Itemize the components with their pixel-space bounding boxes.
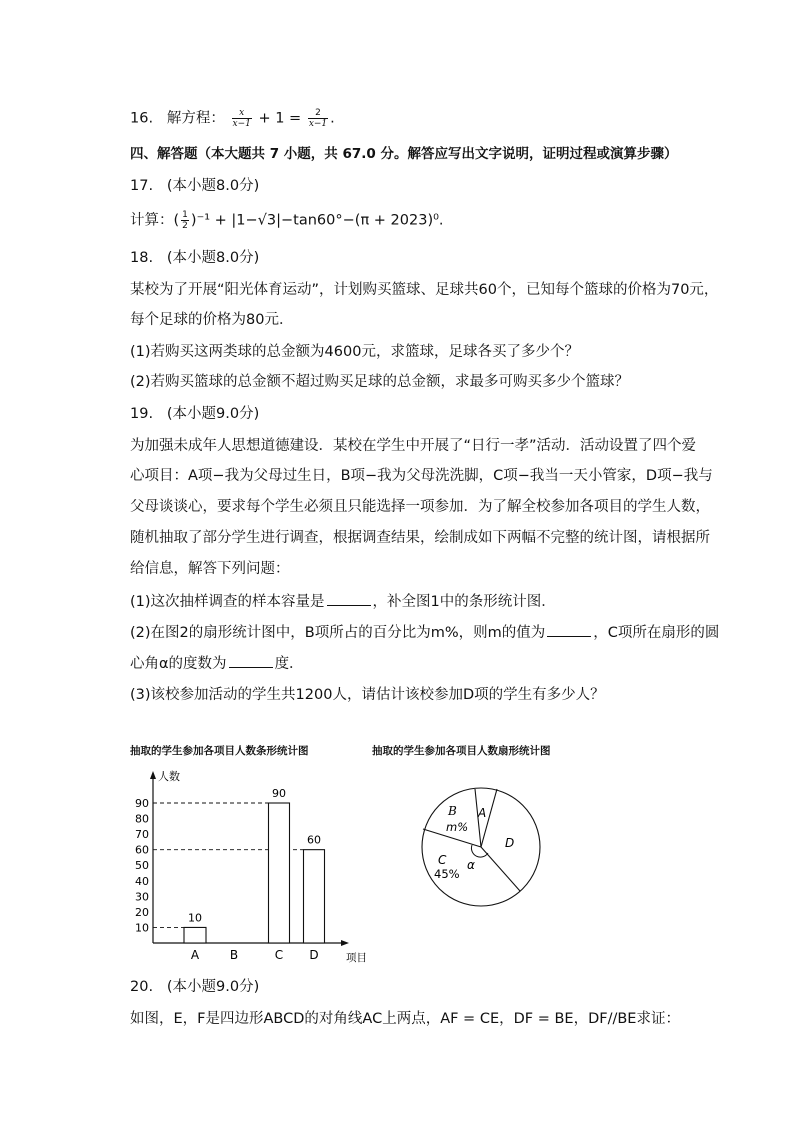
pie-label-a: A — [478, 806, 487, 820]
q18-score: (本小题8.0分) — [166, 250, 260, 266]
q19-p1-text-a: (1)这次抽样调查的样本容量是 — [130, 594, 325, 610]
bar-chart-title: 抽取的学生参加各项目人数条形统计图 — [130, 745, 309, 757]
pie-chart — [402, 765, 562, 925]
q16-label: 解方程： — [166, 110, 225, 127]
pie-label-b: B — [448, 804, 457, 818]
q20-text: 如图，E，F是四边形ABCD的对角线AC上两点，AF = CE，DF = BE，DF//BE求证： — [130, 1011, 680, 1027]
q19-part-2 — [130, 622, 719, 643]
bar-y-axis-arrow — [150, 771, 156, 779]
q16-plus: + 1 = — [258, 110, 302, 127]
bar-x-axis-arrow — [341, 940, 349, 946]
q16-fraction-2 — [308, 108, 328, 129]
q18-line-1: 某校为了开展“阳光体育运动”，计划购买篮球、足球共60个，已知每个篮球的价格为70元， — [130, 282, 719, 298]
bar-category-b: B — [229, 948, 239, 962]
q16-line — [130, 108, 335, 129]
bar-category-c: C — [274, 948, 284, 962]
q19-part-3: (3)该校参加活动的学生共1200人，请估计该校参加D项的学生有多少人？ — [130, 687, 605, 703]
bar-y-tick-label: 50 — [135, 859, 149, 873]
q19-line-4: 随机抽取了部分学生进行调查，根据调查结果，绘制成如下两幅不完整的统计图，请根据所 — [130, 530, 710, 546]
q16-frac2-numerator: 2 — [308, 108, 328, 119]
bar-data-label-d: 60 — [307, 833, 321, 847]
pie-text-c: 45% — [434, 867, 460, 881]
q17-rest: ⁻¹ + |1−√3|−tan60°−(π + 2023)⁰. — [196, 212, 444, 229]
bar-y-tick-label: 40 — [135, 874, 149, 888]
q20-header — [130, 977, 259, 997]
bar-a — [184, 927, 206, 943]
q19-number: 19. — [130, 406, 154, 422]
q17-header — [130, 176, 259, 196]
q16-end: . — [330, 110, 335, 127]
q18-line-2: 每个足球的价格为80元． — [130, 312, 294, 328]
q17-frac-denominator: 2 — [182, 221, 188, 231]
bar-y-ticks — [135, 797, 149, 934]
q18-part-2: (2)若购买篮球的总金额不超过购买足球的总金额，求最多可购买多少个篮球？ — [130, 374, 630, 390]
bar-y-tick-label: 30 — [135, 890, 149, 904]
q19-part-2-cont — [130, 653, 304, 674]
pie-label-c: C — [438, 853, 447, 867]
bar-categories — [191, 948, 319, 962]
bar-data-labels — [188, 787, 321, 924]
bar-x-label: 项目 — [346, 952, 367, 964]
pie-text-b: m% — [446, 820, 469, 834]
q19-score: (本小题9.0分) — [166, 406, 260, 422]
q19-p2-text-a: (2)在图2的扇形统计图中，B项所占的百分比为m%，则m的值为 — [130, 625, 546, 641]
q19-line-2: 心项目：A项−我为父母过生日，B项−我为父母洗洗脚，C项−我当一天小管家，D项−我与 — [130, 468, 713, 484]
bar-chart — [118, 768, 378, 968]
bar-y-tick-label: 70 — [135, 828, 149, 842]
bar-y-tick-label: 10 — [135, 921, 149, 935]
bar-y-label: 人数 — [158, 770, 180, 783]
section-4-heading: 四、解答题（本大题共 7 小题，共 67.0 分。解答应写出文字说明，证明过程或演算步骤） — [130, 146, 678, 162]
q19-p2-text-d: 度． — [274, 656, 304, 672]
q19-line-3: 父母谈谈心，要求每个学生必须且只能选择一项参加．为了解全校参加各项目的学生人数， — [130, 499, 710, 515]
q16-frac1-numerator: x — [232, 108, 252, 119]
bar-y-tick-label: 90 — [135, 797, 149, 810]
q19-header — [130, 404, 259, 424]
q16-number: 16. — [130, 110, 154, 127]
q17-fraction — [181, 210, 189, 231]
q18-part-1: (1)若购买这两类球的总金额为4600元，求篮球，足球各买了多少个？ — [130, 344, 579, 360]
bar-category-a: A — [190, 948, 200, 962]
q19-p2-blank-m — [547, 622, 591, 637]
bar-data-label-a: 10 — [188, 911, 202, 925]
q20-score: (本小题9.0分) — [166, 979, 260, 995]
bar-series — [184, 803, 325, 943]
bar-y-tick-label: 20 — [135, 905, 149, 919]
q17-label: 计算： — [130, 212, 174, 229]
bar-y-tick-label: 60 — [135, 843, 149, 857]
bar-data-label-c: 90 — [272, 787, 286, 800]
pie-divider-right — [481, 847, 520, 891]
q19-p2-text-c: 心角α的度数为 — [130, 656, 227, 672]
q17-frac-numerator: 1 — [182, 210, 188, 220]
q17-expression: 计算：( $\frac{1}{2}$ )⁻¹ + |1−√3|−tan60°−(π + 2023)⁰. — [130, 210, 444, 231]
bar-category-d: D — [309, 948, 319, 962]
q18-header — [130, 248, 259, 268]
q19-part-1 — [130, 591, 556, 612]
q19-p2-blank-alpha — [229, 653, 273, 668]
q19-line-5: 给信息，解答下列问题： — [130, 561, 290, 577]
pie-label-d: D — [505, 836, 515, 850]
pie-chart-title: 抽取的学生参加各项目人数扇形统计图 — [372, 745, 551, 757]
q18-number: 18. — [130, 250, 154, 266]
q16-fraction-1 — [232, 108, 252, 129]
bar-y-tick-label: 80 — [135, 812, 149, 826]
q19-p1-blank — [327, 591, 371, 606]
q19-p2-text-b: ，C项所在扇形的圆 — [593, 625, 720, 641]
q19-p1-text-b: ，补全图1中的条形统计图． — [372, 594, 556, 610]
q16-frac2-denominator: x−1 — [308, 119, 328, 129]
q17-number: 17. — [130, 178, 154, 194]
bar-c — [269, 803, 290, 943]
q17-score: (本小题8.0分) — [166, 178, 260, 194]
q20-number: 20. — [130, 979, 154, 995]
bar-d — [304, 850, 325, 943]
pie-angle-label: α — [467, 858, 475, 872]
q16-frac1-denominator: x−1 — [232, 119, 251, 129]
q19-line-1: 为加强未成年人思想道德建设．某校在学生中开展了“日行一孝”活动．活动设置了四个爱 — [130, 438, 697, 454]
